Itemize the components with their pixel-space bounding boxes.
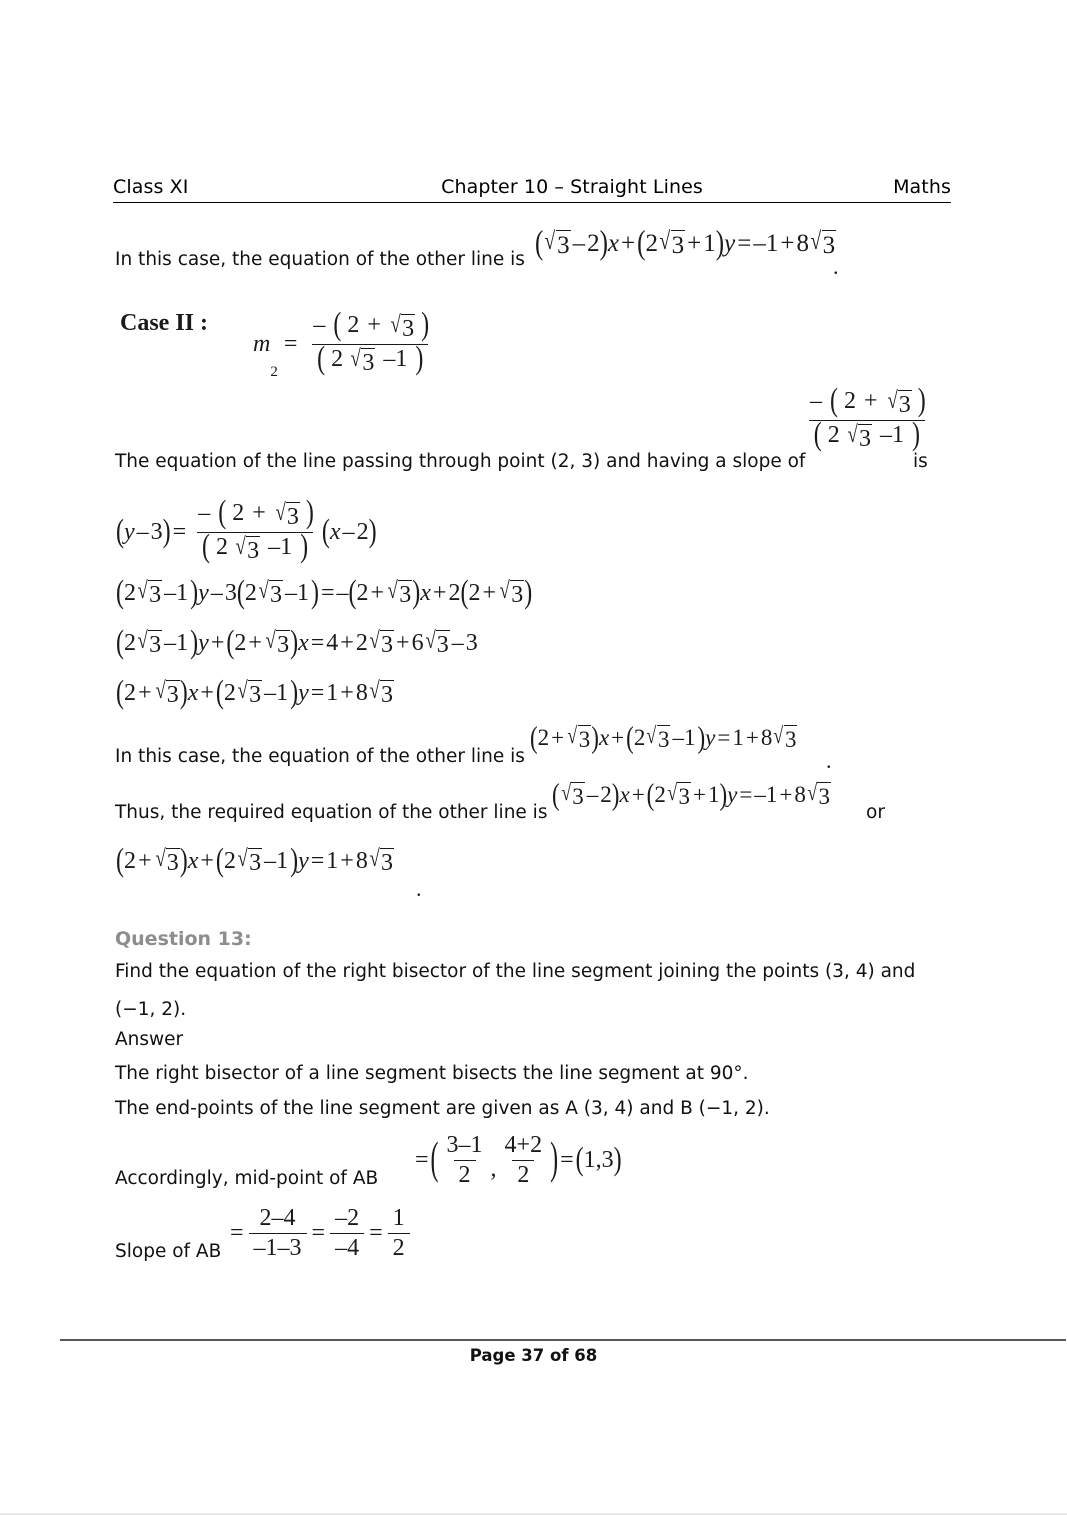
page-header [113, 176, 951, 203]
equation-case1: ( √ 3 – 2 ) x + ( 2 √ 3 + 1 ) y = –1 + 8 √ 3 [535, 225, 836, 262]
derivation-line-3: ( 2 √ 3 –1 ) y + ( 2 + √ 3 ) x = 4 + 2 √ 3 + 6 √ 3 – 3 [116, 625, 478, 661]
slope-sentence-tail: is [913, 451, 928, 472]
page-number: Page 37 of 68 [469, 1346, 598, 1365]
derivation-line-4: ( 2 + √ 3 ) x + ( 2 √ 3 –1 ) y = 1 + 8 √ 3 [116, 675, 394, 711]
slope-label: Slope of AB [115, 1241, 222, 1262]
midpoint-equation: = ( $\frac{3-1}{2}$ , $\frac{4+2}{2}$ ) = ( 1,3 ) [415, 1132, 622, 1188]
midpoint-label: Accordingly, mid-point of AB [115, 1168, 379, 1189]
m2-fraction [306, 307, 434, 377]
question-label: Question 13: [115, 928, 252, 950]
slope-sentence: The equation of the line passing through point (2, 3) and having a slope of [115, 451, 806, 472]
case2-slope-definition: m 2 = – ( 2 + √ 3 ) ( 2 √ 3 –1 ) [253, 312, 437, 377]
answer-line-1: The right bisector of a line segment bisects the line segment at 90°. [115, 1063, 749, 1084]
derivation-line-1: ( y – 3 ) = – ( 2 + √ 3 ) ( 2 √ 3 –1 ) ( x – 2 ) [116, 495, 377, 565]
derivation-line-2: ( 2 √ 3 –1 ) y – 3 ( 2 √ 3 –1 ) = – ( 2 + √ 3 ) x + 2 ( 2 + √ 3 ) [116, 575, 533, 611]
radicand: 3 [557, 232, 570, 259]
header-chapter: Chapter 10 – Straight Lines [441, 176, 703, 198]
slope-equation: = $\frac{2-4}{-1-3}$ = $\frac{-2}{-4}$ = $\frac{1}{2}$ [228, 1205, 413, 1262]
case2-sentence: In this case, the equation of the other line is [115, 746, 525, 767]
case1-sentence: In this case, the equation of the other line is [115, 249, 525, 270]
thus-or: or [866, 802, 885, 823]
equation-required-1: ( √ 3 – 2 ) x + ( 2 √ 3 + 1 ) y = –1 + 8 √ 3 [552, 777, 830, 812]
case1-period: . [833, 254, 839, 279]
case2-label: Case II : [120, 310, 208, 336]
header-subject: Maths [893, 176, 951, 198]
case2-period: . [826, 748, 832, 773]
question-text-line2: (−1, 2). [115, 999, 187, 1020]
header-class: Class XI [113, 176, 189, 198]
answer-label: Answer [115, 1029, 184, 1050]
m2-numerator: – ( 2 + √ 3 ) [313, 307, 430, 343]
equation-case2: ( 2 + √ 3 ) x + ( 2 √ 3 –1 ) y = 1 + 8 √ 3 [530, 720, 797, 755]
inline-slope-fraction: – ( 2 + √ 3 ) ( 2 √ 3 –1 ) [810, 383, 926, 453]
answer-line-2: The end-points of the line segment are given as A (3, 4) and B (−1, 2). [115, 1098, 770, 1119]
equation-required-2: ( 2 + √ 3 ) x + ( 2 √ 3 –1 ) y = 1 + 8 √ 3 [116, 843, 394, 879]
footer-divider [60, 1339, 1066, 1341]
m2-denominator: ( 2 √ 3 –1 ) [312, 344, 428, 377]
final-period: . [416, 876, 422, 901]
question-text-line1: Find the equation of the right bisector of the line segment joining the points (3, 4) and [115, 961, 916, 982]
thus-sentence: Thus, the required equation of the other line is [115, 802, 548, 823]
